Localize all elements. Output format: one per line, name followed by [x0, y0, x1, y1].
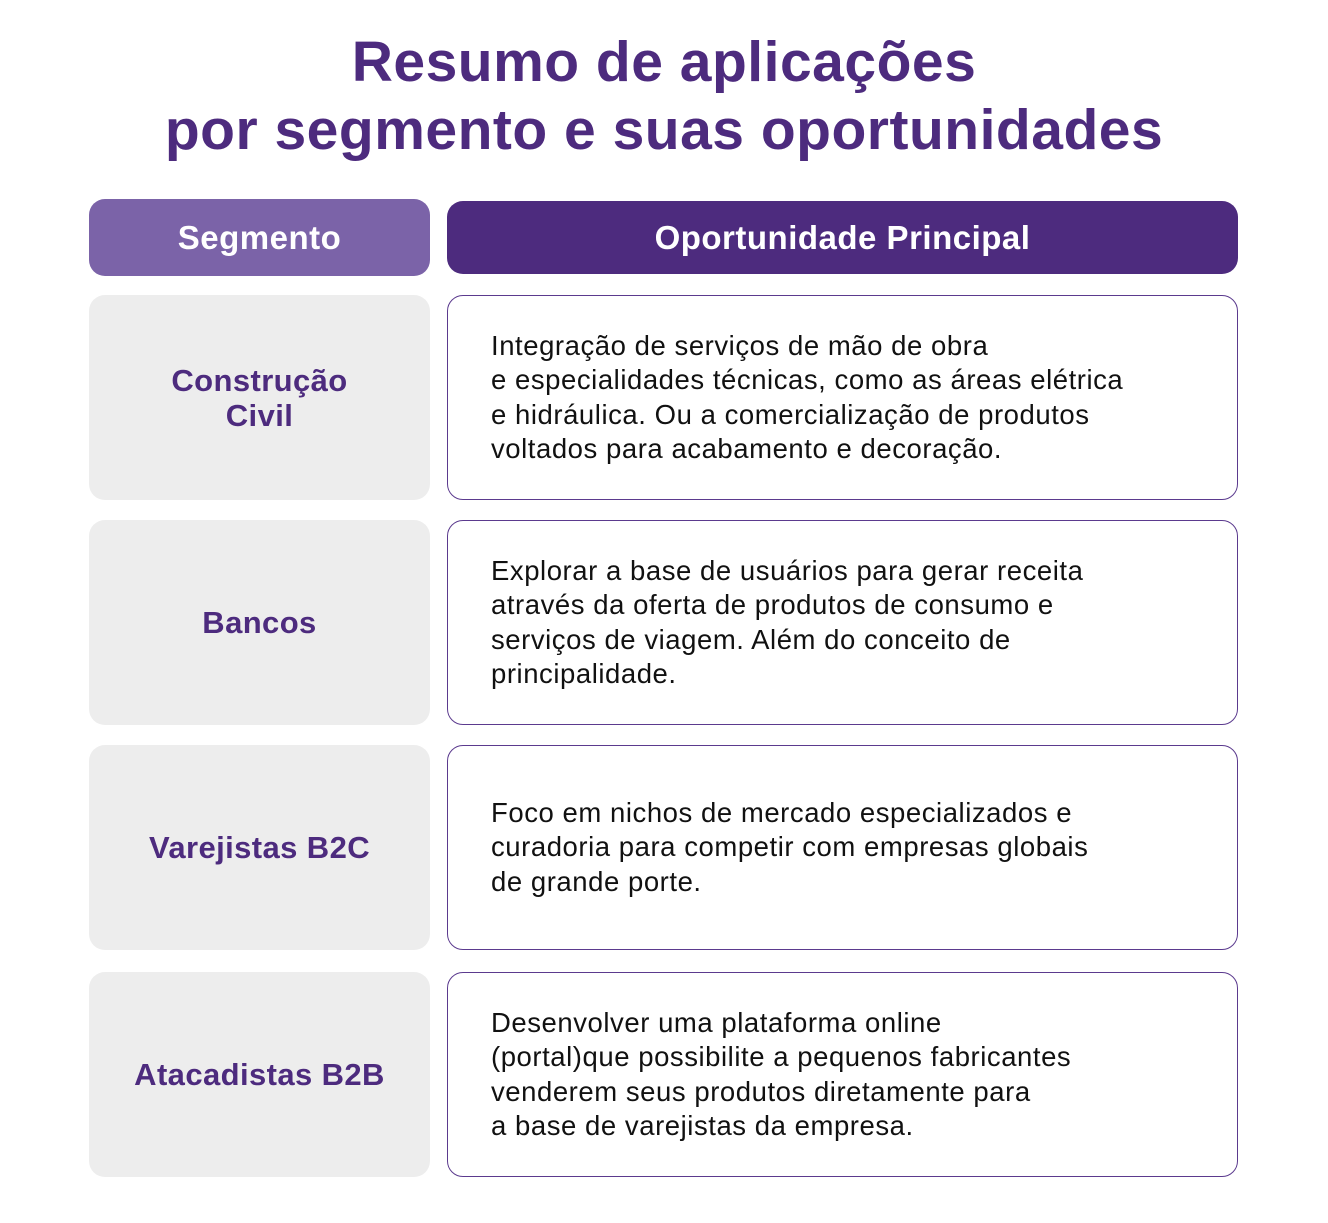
opportunity-cell: [447, 972, 1238, 1177]
segment-cell: [89, 745, 430, 950]
opportunity-text-line: e especialidades técnicas, como as áreas elétrica: [491, 364, 1124, 395]
opportunity-text-line: Integração de serviços de mão de obra: [491, 329, 989, 361]
opportunity-text-line: Foco em nichos de mercado especializados e: [491, 796, 1073, 828]
opportunity-text-line: venderem seus produtos diretamente para: [491, 1075, 1031, 1107]
opportunity-text-line: (portal)que possibilite a pequenos fabricantes: [491, 1041, 1072, 1072]
segment-cell: [89, 520, 430, 725]
opportunity-text-line: a base de varejistas da empresa.: [491, 1110, 914, 1141]
segment-label-line: Civil: [225, 397, 294, 433]
opportunity-column-header: Oportunidade Principal: [447, 201, 1238, 274]
segment-column-header: Segmento: [89, 199, 430, 276]
title-line-1: Resumo de aplicações: [351, 30, 977, 94]
segment-label-line: Atacadistas B2B: [134, 1057, 385, 1092]
segment-label-line: Varejistas B2C: [148, 830, 370, 865]
title-line-2: por segmento e suas oportunidades: [164, 98, 1164, 162]
segment-cell: [89, 295, 430, 500]
opportunity-text: [448, 796, 1088, 900]
opportunity-cell: [447, 520, 1238, 725]
opportunity-text-line: através da oferta de produtos de consumo e: [491, 589, 1054, 620]
opportunity-cell: [447, 295, 1238, 500]
segment-label-line: Bancos: [202, 605, 317, 640]
opportunity-text-line: e hidráulica. Ou a comercialização de produtos: [491, 398, 1090, 430]
segment-cell: [89, 972, 430, 1177]
opportunity-cell: [447, 745, 1238, 950]
opportunity-text: [448, 1006, 1071, 1144]
opportunity-text-line: voltados para acabamento e decoração.: [491, 433, 1003, 464]
opportunity-text-line: principalidade.: [491, 658, 677, 689]
segment-label-line: Construção: [171, 362, 348, 398]
opportunity-text: [448, 329, 1123, 467]
opportunity-text-line: Desenvolver uma plataforma online: [491, 1006, 942, 1038]
opportunity-text-line: curadoria para competir com empresas globais: [491, 831, 1089, 863]
opportunity-text: [448, 554, 1083, 692]
opportunity-text-line: de grande porte.: [491, 865, 702, 897]
opportunity-text-line: Explorar a base de usuários para gerar receita: [491, 554, 1084, 586]
page-title: [0, 28, 1328, 164]
opportunity-text-line: serviços de viagem. Além do conceito de: [491, 623, 1011, 655]
